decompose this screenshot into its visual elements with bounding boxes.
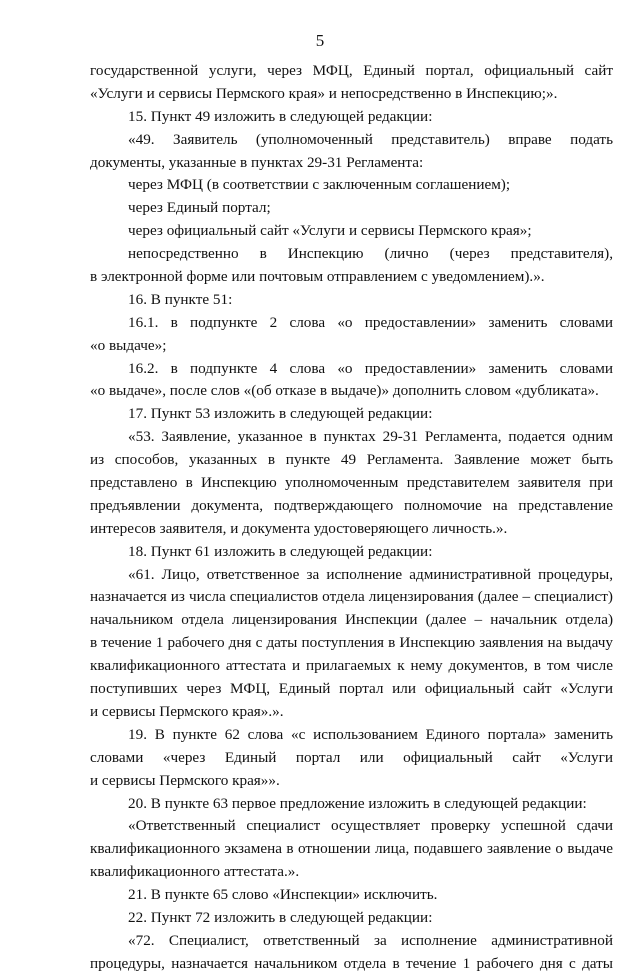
text-line: «Ответственный специалист осуществляет проверку успешной сдачи — [128, 817, 613, 835]
text-line: квалификационного экзамена в отношении лица, подавшего заявление о выдаче — [90, 840, 613, 858]
text-line: назначается из числа специалистов отдела лицензирования (далее – специалист) — [90, 588, 613, 606]
text-line: квалификационного аттестата и прилагаемых к нему документов, в том числе — [90, 657, 613, 675]
text-line: «53. Заявление, указанное в пунктах 29-31 Регламента, подается одним — [128, 428, 613, 446]
text-line: 20. В пункте 63 первое предложение изложить в следующей редакции: — [128, 794, 587, 812]
text-line: «о выдаче»; — [90, 336, 167, 354]
text-line: интересов заявителя, и документа удостоверяющего личность.». — [90, 519, 508, 537]
text-line: «72. Специалист, ответственный за исполнение административной — [128, 931, 613, 949]
text-line: через Единый портал; — [128, 199, 271, 217]
text-line: «о выдаче», после слов «(об отказе в выдаче)» дополнить словом «дубликата». — [90, 382, 599, 400]
document-body — [90, 60, 613, 976]
text-line: «Услуги и сервисы Пермского края» и непосредственно в Инспекцию;». — [90, 84, 558, 102]
text-line: 18. Пункт 61 изложить в следующей редакции: — [128, 542, 433, 560]
text-line: процедуры, назначается начальником отдела в течение 1 рабочего дня с даты — [90, 954, 613, 972]
text-line: предъявлении документа, подтверждающего полномочие на представление — [90, 496, 613, 514]
text-line: квалификационного аттестата.». — [90, 863, 300, 881]
text-line: и сервисы Пермского края»». — [90, 771, 280, 789]
text-line: непосредственно в Инспекцию (лично (через представителя), — [128, 245, 613, 263]
text-line: 19. В пункте 62 слова «с использованием Единого портала» заменить — [128, 725, 613, 743]
text-line: и сервисы Пермского края».». — [90, 702, 284, 720]
text-line: 22. Пункт 72 изложить в следующей редакции: — [128, 908, 433, 926]
text-line: словами «через Единый портал или официальный сайт «Услуги — [90, 748, 613, 766]
text-line: 16. В пункте 51: — [128, 290, 233, 308]
text-line: «49. Заявитель (уполномоченный представитель) вправе подать — [128, 130, 613, 148]
text-line: государственной услуги, через МФЦ, Единый портал, официальный сайт — [90, 62, 613, 79]
text-line: 15. Пункт 49 изложить в следующей редакции: — [128, 107, 433, 125]
text-line: начальником отдела лицензирования Инспекции (далее – начальник отдела) — [90, 611, 613, 629]
text-line: 16.2. в подпункте 4 слова «о предоставлении» заменить словами — [128, 359, 613, 377]
text-line: через официальный сайт «Услуги и сервисы Пермского края»; — [128, 222, 532, 240]
text-line: 16.1. в подпункте 2 слова «о предоставлении» заменить словами — [128, 313, 613, 331]
text-line: документы, указанные в пунктах 29-31 Регламента: — [90, 153, 424, 171]
text-line: поступивших через МФЦ, Единый портал или официальный сайт «Услуги — [90, 680, 613, 698]
text-line: из способов, указанных в пункте 49 Регламента. Заявление может быть — [90, 451, 613, 469]
page-number: 5 — [315, 31, 325, 50]
text-line: 17. Пункт 53 изложить в следующей редакции: — [128, 405, 433, 423]
text-line: 21. В пункте 65 слово «Инспекции» исключить. — [128, 886, 438, 904]
text-line: в течение 1 рабочего дня с даты поступления в Инспекцию заявления на выдачу — [90, 634, 613, 652]
text-line: представлено в Инспекцию уполномоченным представителем заявителя при — [90, 474, 613, 492]
text-line: в электронной форме или почтовым отправлением с уведомлением).». — [90, 268, 545, 286]
text-line: через МФЦ (в соответствии с заключенным соглашением); — [128, 176, 511, 194]
text-line: «61. Лицо, ответственное за исполнение административной процедуры, — [128, 565, 613, 583]
